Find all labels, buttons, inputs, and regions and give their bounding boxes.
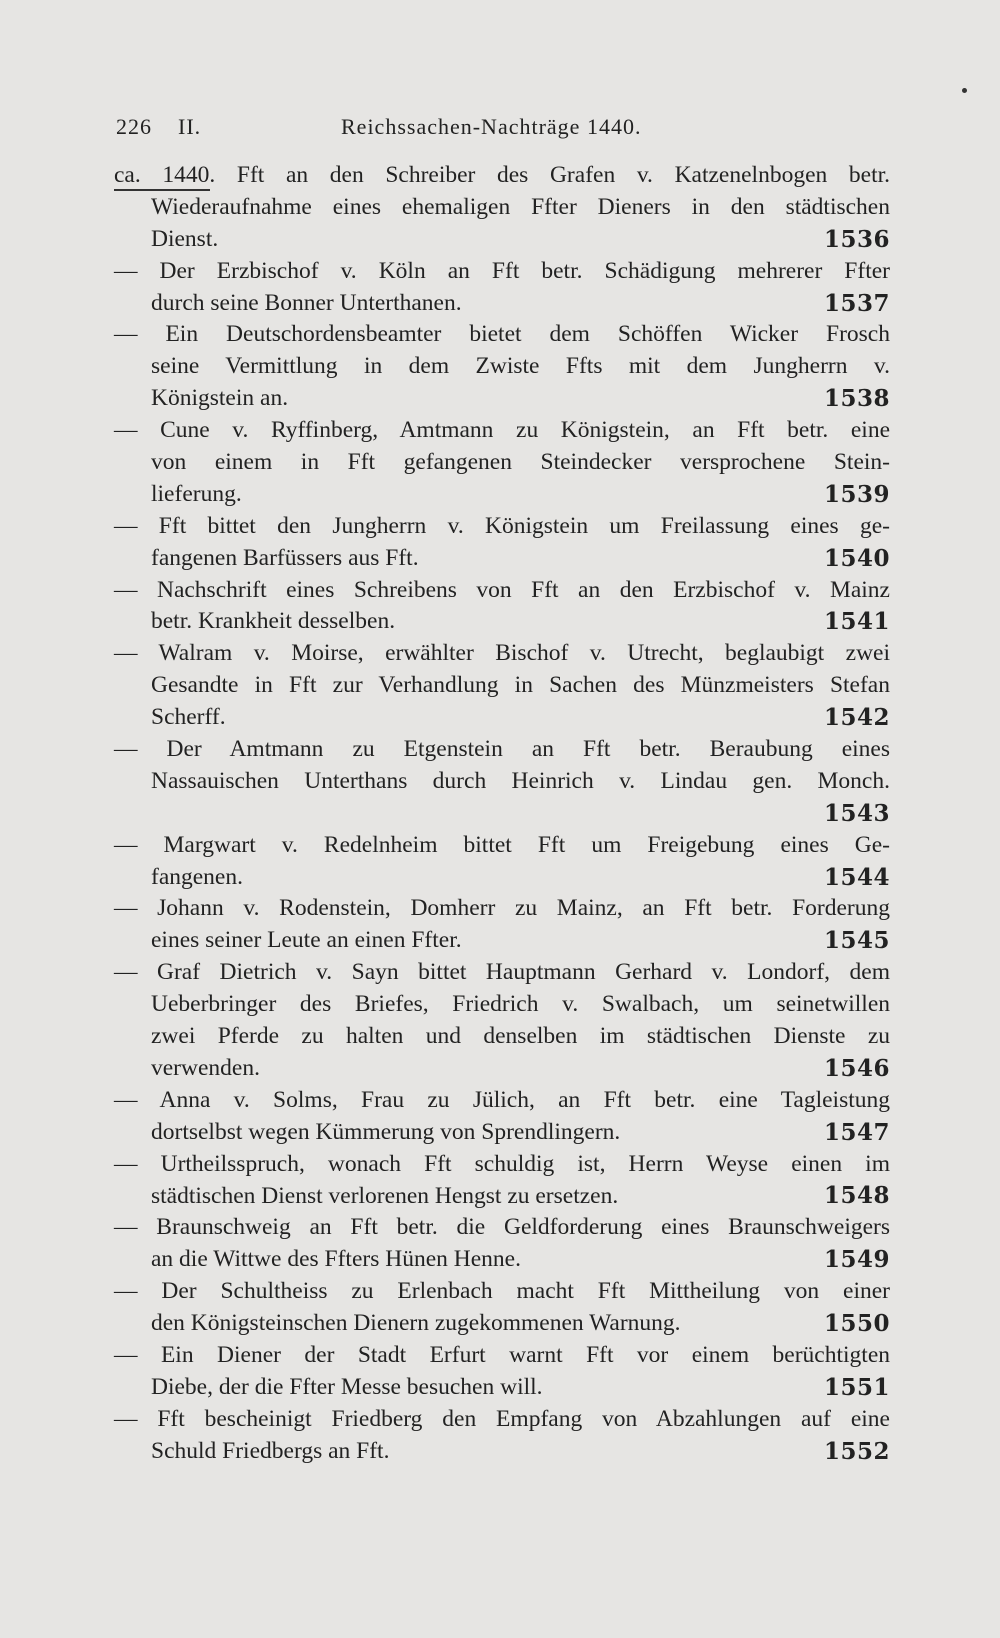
- entry: [114, 1276, 890, 1340]
- page-header: [116, 114, 888, 148]
- entry-line: zwei Pferde zu halten und denselben im städtischen Dienste zu: [151, 1023, 890, 1050]
- entry-number: 1543: [823, 799, 890, 827]
- entry: [114, 319, 890, 415]
- entry-number: 1545: [823, 927, 890, 955]
- entry-line: — Der Amtmann zu Etgenstein an Fft betr. Beraubung eines: [114, 736, 890, 763]
- entry-line: — Margwart v. Redelnheim bittet Fft um Freigebung eines Ge-: [114, 831, 890, 858]
- entry: [114, 1340, 890, 1404]
- entry-line: Dienst.: [151, 225, 219, 252]
- entry-number: 1549: [823, 1246, 890, 1274]
- entry: [114, 1149, 890, 1213]
- entry-number: 1550: [823, 1310, 890, 1338]
- running-title: Reichssachen-Nachträge 1440.: [341, 114, 642, 139]
- entry-line: Wiederaufnahme eines ehemaligen Ffter Dieners in den städtischen: [151, 193, 890, 220]
- entry-line: städtischen Dienst verlorenen Hengst zu ersetzen.: [151, 1182, 619, 1209]
- entry: [114, 638, 890, 734]
- entry-line: fangenen.: [151, 863, 243, 890]
- entry-line: von einem in Fft gefangenen Steindecker versprochene Stein-: [151, 449, 890, 476]
- entry-line: — Cune v. Ryffinberg, Amtmann zu Königstein, an Fft betr. eine: [114, 417, 890, 444]
- entry-number: 1547: [823, 1118, 890, 1146]
- entry-line: — Nachschrift eines Schreibens von Fft an den Erzbischof v. Mainz: [114, 576, 890, 603]
- entry-line: — Ein Deutschordensbeamter bietet dem Schöffen Wicker Frosch: [114, 321, 890, 348]
- entry: [114, 1404, 890, 1468]
- entry-number: 1552: [823, 1437, 890, 1465]
- entry-number: 1551: [823, 1373, 890, 1401]
- entry-line: Nassauischen Unterthans durch Heinrich v. Lindau gen. Monch.: [151, 767, 890, 794]
- entry-list: [114, 160, 890, 1468]
- entry-line: Königstein an.: [151, 385, 289, 412]
- entry: [114, 511, 890, 575]
- entry: [114, 1085, 890, 1149]
- entry: [114, 415, 890, 511]
- entry-number: 1539: [823, 480, 890, 508]
- entry-line: Ueberbringer des Briefes, Friedrich v. Swalbach, um seinetwillen: [151, 991, 890, 1018]
- page-number: 226: [116, 114, 152, 139]
- entry-line: verwenden.: [151, 1054, 260, 1081]
- ink-spot: [962, 88, 967, 93]
- entry-line: — Anna v. Solms, Frau zu Jülich, an Fft betr. eine Tagleistung: [114, 1086, 890, 1113]
- entry-line: — Fft bittet den Jungherrn v. Königstein um Freilassung eines ge-: [114, 512, 890, 539]
- entry-line: dortselbst wegen Kümmerung von Sprendlingern.: [151, 1118, 621, 1145]
- section-number: II.: [178, 114, 202, 139]
- entry: [114, 1212, 890, 1276]
- entry-line: seine Vermittlung in dem Zwiste Ffts mit dem Jungherrn v.: [151, 353, 890, 380]
- entry-line: ca. 1440. Fft an den Schreiber des Grafen v. Katzenelnbogen betr.: [114, 160, 890, 192]
- entry: [114, 734, 890, 830]
- entry-number: 1536: [823, 225, 890, 253]
- entry-number: 1541: [823, 608, 890, 636]
- entry-number: 1544: [823, 863, 890, 891]
- entry-line: Diebe, der die Ffter Messe besuchen will.: [151, 1373, 543, 1400]
- entry-line: — Fft bescheinigt Friedberg den Empfang von Abzahlungen auf eine: [114, 1405, 890, 1432]
- entry-line: — Walram v. Moirse, erwählter Bischof v. Utrecht, beglaubigt zwei: [114, 640, 890, 667]
- entry-line: — Graf Dietrich v. Sayn bittet Hauptmann Gerhard v. Londorf, dem: [114, 959, 890, 986]
- entry-number: 1546: [823, 1054, 890, 1082]
- entry: [114, 957, 890, 1085]
- entry-line: an die Wittwe des Ffters Hünen Henne.: [151, 1246, 521, 1273]
- entry-number: 1540: [823, 544, 890, 572]
- entry-number: 1538: [823, 385, 890, 413]
- entry-line: — Braunschweig an Fft betr. die Geldforderung eines Braunschweigers: [114, 1214, 890, 1241]
- entry: [114, 575, 890, 639]
- entry-line: — Ein Diener der Stadt Erfurt warnt Fft vor einem berüchtigten: [114, 1341, 890, 1368]
- entry-line: [114, 798, 890, 830]
- entry-number: 1537: [823, 289, 890, 317]
- entry-line: — Der Erzbischof v. Köln an Fft betr. Schädigung mehrerer Ffter: [114, 257, 890, 284]
- entry-line: — Der Schultheiss zu Erlenbach macht Fft Mittheilung von einer: [114, 1278, 890, 1305]
- entry-number: 1548: [823, 1182, 890, 1210]
- entry-line: Schuld Friedbergs an Fft.: [151, 1437, 390, 1464]
- entry-line: den Königsteinschen Dienern zugekommenen Warnung.: [151, 1310, 681, 1337]
- entry: [114, 830, 890, 894]
- entry-line: — Urtheilsspruch, wonach Fft schuldig ist, Herrn Weyse einen im: [114, 1150, 890, 1177]
- entry: [114, 256, 890, 320]
- entry: [114, 160, 890, 256]
- entry-line: Gesandte in Fft zur Verhandlung in Sachen des Münzmeisters Stefan: [151, 672, 890, 699]
- entry-line: lieferung.: [151, 480, 242, 507]
- date-underline: [114, 189, 210, 191]
- entry: [114, 893, 890, 957]
- entry-line: — Johann v. Rodenstein, Domherr zu Mainz, an Fft betr. Forderung: [114, 895, 890, 922]
- entry-number: 1542: [823, 704, 890, 732]
- entry-line: betr. Krankheit desselben.: [151, 608, 396, 635]
- entry-line: eines seiner Leute an einen Ffter.: [151, 927, 462, 954]
- entry-line: durch seine Bonner Unterthanen.: [151, 289, 462, 316]
- entry-line: fangenen Barfüssers aus Fft.: [151, 544, 419, 571]
- entry-line: Scherff.: [151, 704, 226, 731]
